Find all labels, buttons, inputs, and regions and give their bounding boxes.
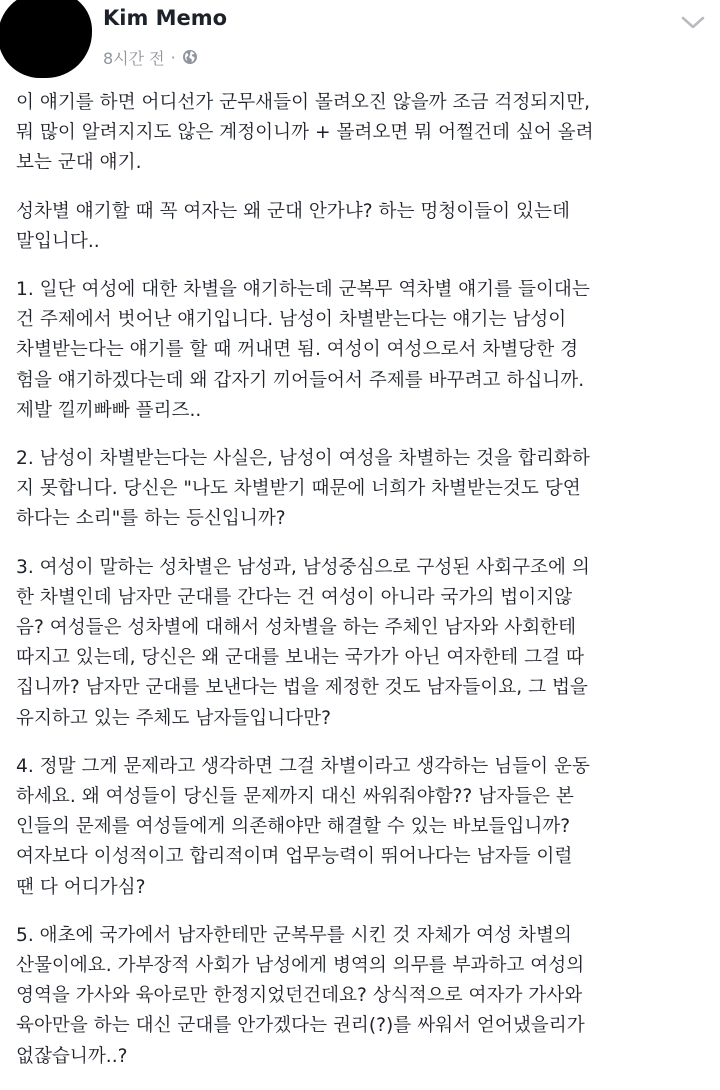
timestamp[interactable]: 8시간 전 <box>103 48 165 68</box>
text-line: 건 주제에서 벗어난 얘기입니다. 남성이 차별받는다는 얘기는 남성이 <box>16 309 567 331</box>
text-line: 음? 여성들은 성차별에 대해서 성차별을 하는 주체인 남자와 사회한테 <box>16 617 577 639</box>
post-header <box>0 0 720 80</box>
paragraph-point-4 <box>16 752 706 903</box>
globe-icon[interactable] <box>182 49 198 65</box>
text-line: 험을 얘기하겠다는데 왜 갑자기 끼어들어서 주제를 바꾸려고 하십니까. <box>16 369 585 391</box>
paragraph-point-3 <box>16 553 706 734</box>
text-line: 하세요. 왜 여성들이 당신들 문제까지 대신 싸워줘야함?? 남자들은 본 <box>16 786 574 808</box>
text-line: 성차별 얘기할 때 꼭 여자는 왜 군대 안가냐? 하는 멍청이들이 있는데 <box>16 200 570 222</box>
text-line: 한 차별인데 남자만 군대를 간다는 건 여성이 아니라 국가의 법이지않 <box>16 586 573 608</box>
text-line: 땐 다 어디가심? <box>16 876 146 898</box>
post-body <box>16 88 706 1090</box>
text-line: 산물이에요. 가부장적 사회가 남성에게 병역의 의무를 부과하고 여성의 <box>16 955 585 977</box>
text-line: 5. 애초에 국가에서 남자한테만 군복무를 시킨 것 자체가 여성 차별의 <box>16 924 572 946</box>
text-line: 유지하고 있는 주체도 남자들입니다만? <box>16 707 331 729</box>
chevron-down-icon[interactable] <box>680 14 706 32</box>
avatar[interactable] <box>0 0 92 78</box>
text-line: 인들의 문제를 여성들에게 의존해야만 해결할 수 있는 바보들입니까? <box>16 816 571 838</box>
meta-separator: · <box>170 47 176 67</box>
text-line: 제발 낄끼빠빠 플리즈.. <box>16 399 202 421</box>
paragraph-intro <box>16 88 706 179</box>
text-line: 보는 군대 얘기. <box>16 152 142 174</box>
text-line: 없잖습니까..? <box>16 1045 128 1067</box>
paragraph-point-5 <box>16 921 706 1072</box>
post-meta <box>103 46 198 68</box>
paragraph-question <box>16 197 706 257</box>
text-line: 뭐 많이 알려지지도 않은 계정이니까 + 몰려오면 뭐 어쩔건데 싶어 올려 <box>16 122 594 144</box>
text-line: 2. 남성이 차별받는다는 사실은, 남성이 여성을 차별하는 것을 합리화하 <box>16 448 590 470</box>
text-line: 지 못합니다. 당신은 "나도 차별받기 때문에 너희가 차별받는것도 당연 <box>16 478 581 500</box>
text-line: 영역을 가사와 육아로만 한정지었던건데요? 상식적으로 여자가 가사와 <box>16 985 583 1007</box>
text-line: 이 얘기를 하면 어디선가 군무새들이 몰려오진 않을까 조금 걱정되지만, <box>16 92 591 113</box>
text-line: 여자보다 이성적이고 합리적이며 업무능력이 뛰어나다는 남자들 이럴 <box>16 846 573 868</box>
text-line: 차별받는다는 얘기를 할 때 꺼내면 됨. 여성이 여성으로서 차별당한 경 <box>16 339 579 361</box>
text-line: 따지고 있는데, 당신은 왜 군대를 보내는 국가가 아닌 여자한테 그걸 따 <box>16 647 584 669</box>
paragraph-point-1 <box>16 275 706 426</box>
author-name[interactable]: Kim Memo <box>103 6 228 30</box>
paragraph-point-2 <box>16 444 706 535</box>
text-line: 하다는 소리"를 하는 등신입니까? <box>16 508 286 530</box>
text-line: 집니까? 남자만 군대를 보낸다는 법을 제정한 것도 남자들이요, 그 법을 <box>16 677 588 699</box>
text-line: 1. 일단 여성에 대한 차별을 얘기하는데 군복무 역차별 얘기를 들이대는 <box>16 279 590 301</box>
text-line: 말입니다.. <box>16 230 100 252</box>
text-line: 3. 여성이 말하는 성차별은 남성과, 남성중심으로 구성된 사회구조에 의 <box>16 556 590 578</box>
text-line: 4. 정말 그게 문제라고 생각하면 그걸 차별이라고 생각하는 님들이 운동 <box>16 755 590 777</box>
text-line: 육아만을 하는 대신 군대를 안가겠다는 권리(?)를 싸워서 얻어냈을리가 <box>16 1015 585 1037</box>
